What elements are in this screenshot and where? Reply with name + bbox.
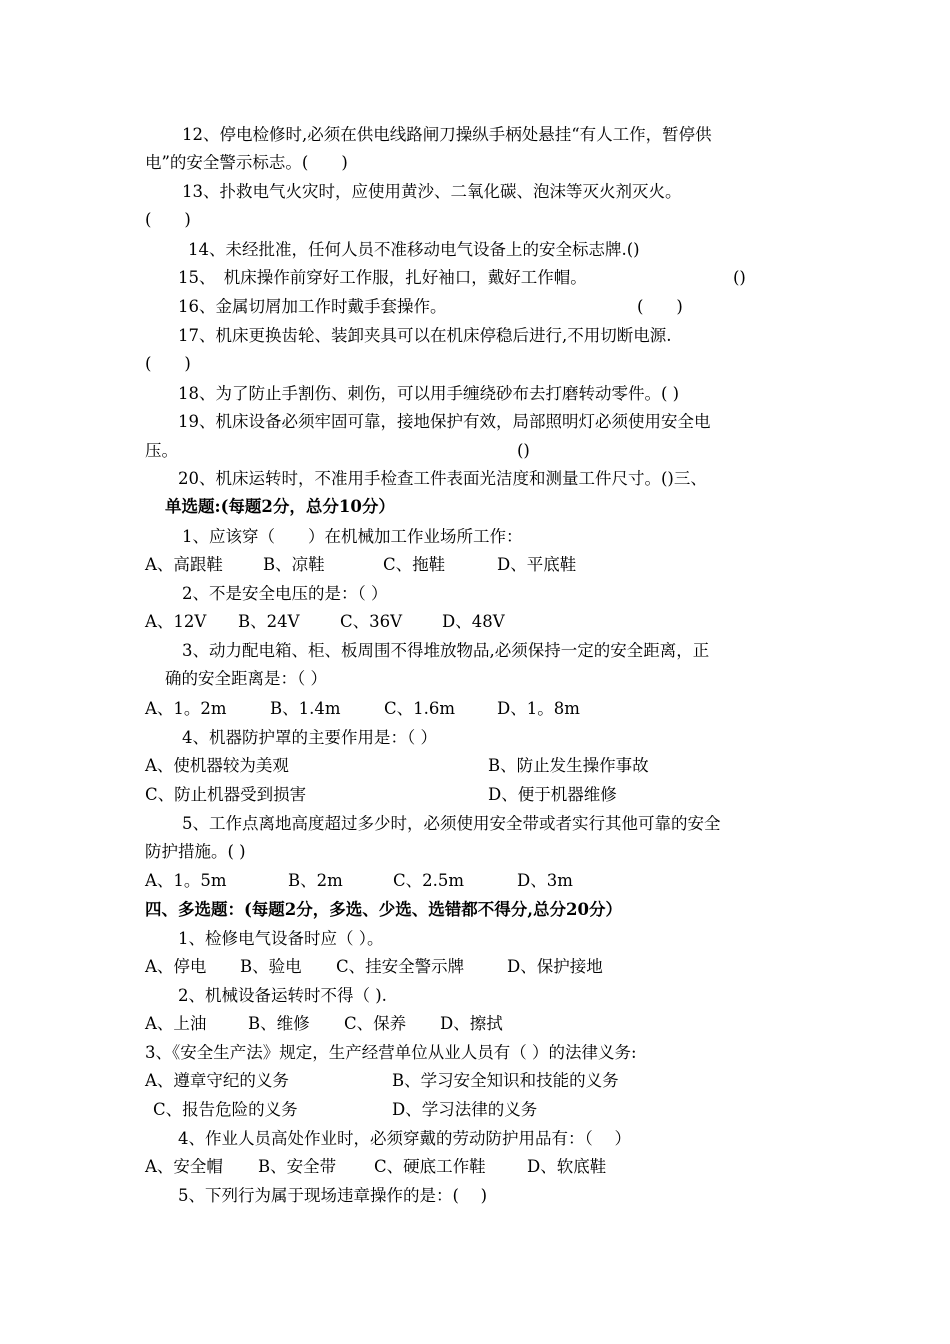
tf-q14: 14、未经批准，任何人员不准移动电气设备上的安全标志牌.() xyxy=(188,240,640,259)
mc-q5: 5、下列行为属于现场违章操作的是：( ) xyxy=(178,1186,488,1205)
mc-q1: 1、检修电气设备时应（ ）。 xyxy=(178,929,384,948)
tf-q15: 15、 机床操作前穿好工作服，扎好袖口，戴好工作帽。 xyxy=(178,268,587,287)
sc-q1-option-d: D、平底鞋 xyxy=(497,555,577,574)
tf-q19-answer: () xyxy=(517,441,530,460)
tf-q16-answer: ( ) xyxy=(637,297,683,316)
section-single-choice-title: 单选题:(每题2分，总分10分） xyxy=(165,497,395,516)
sc-q1: 1、应该穿（ ）在机械加工作业场所工作： xyxy=(182,527,523,546)
mc-q3-option-d: D、学习法律的义务 xyxy=(392,1100,538,1119)
mc-q4-option-d: D、软底鞋 xyxy=(527,1157,607,1176)
sc-q3-option-d: D、1。8m xyxy=(497,699,580,718)
tf-q13-line1: 13、扑救电气火灾时，应使用黄沙、二氧化碳、泡沫等灭火剂灭火。 xyxy=(182,182,682,201)
tf-q17-line2: ( ) xyxy=(145,354,191,373)
sc-q1-option-a: A、高跟鞋 xyxy=(145,555,223,574)
mc-q2-option-a: A、上油 xyxy=(145,1014,207,1033)
mc-q3: 3、《安全生产法》规定，生产经营单位从业人员有（ ）的法律义务: xyxy=(145,1043,637,1062)
sc-q5-option-a: A、1。5m xyxy=(145,871,227,890)
sc-q2-option-c: C、36V xyxy=(340,612,403,631)
sc-q5-option-b: B、2m xyxy=(288,871,343,890)
sc-q3-option-c: C、1.6m xyxy=(384,699,456,718)
tf-q13-line2: ( ) xyxy=(145,210,191,229)
sc-q3-option-b: B、1.4m xyxy=(270,699,341,718)
mc-q3-option-a: A、遵章守纪的义务 xyxy=(145,1071,289,1090)
mc-q1-option-c: C、挂安全警示牌 xyxy=(336,957,465,976)
sc-q4: 4、机器防护罩的主要作用是：（ ） xyxy=(182,728,437,747)
tf-q19-line2: 压。 xyxy=(145,441,178,460)
tf-q20: 20、机床运转时，不准用手检查工件表面光洁度和测量工件尺寸。()三、 xyxy=(178,469,707,488)
sc-q3-option-a: A、1。2m xyxy=(145,699,227,718)
mc-q2-option-d: D、擦拭 xyxy=(440,1014,503,1033)
tf-q17-line1: 17、机床更换齿轮、装卸夹具可以在机床停稳后进行,不用切断电源. xyxy=(178,326,672,345)
sc-q5-line2: 防护措施。( ) xyxy=(145,842,246,861)
mc-q1-option-b: B、验电 xyxy=(240,957,302,976)
mc-q3-option-b: B、学习安全知识和技能的义务 xyxy=(392,1071,619,1090)
tf-q18: 18、为了防止手割伤、刺伤，可以用手缠绕砂布去打磨转动零件。( ) xyxy=(178,384,680,403)
sc-q2-option-b: B、24V xyxy=(238,612,300,631)
sc-q5-option-d: D、3m xyxy=(517,871,573,890)
sc-q2: 2、不是安全电压的是：（ ） xyxy=(182,584,388,603)
mc-q4-option-a: A、安全帽 xyxy=(145,1157,223,1176)
mc-q4-option-b: B、安全带 xyxy=(258,1157,337,1176)
section-multi-choice-title: 四、多选题：(每题2分，多选、少选、选错都不得分,总分20分） xyxy=(145,900,622,919)
tf-q12-line2: 电”的安全警示标志。( ) xyxy=(145,153,348,172)
mc-q2-option-c: C、保养 xyxy=(344,1014,407,1033)
tf-q15-answer: () xyxy=(733,268,746,287)
tf-q19-line1: 19、机床设备必须牢固可靠，接地保护有效，局部照明灯必须使用安全电 xyxy=(178,412,711,431)
mc-q2-option-b: B、维修 xyxy=(248,1014,310,1033)
sc-q5-line1: 5、工作点离地高度超过多少时，必须使用安全带或者实行其他可靠的安全 xyxy=(182,814,721,833)
sc-q4-option-d: D、便于机器维修 xyxy=(488,785,617,804)
sc-q4-option-c: C、防止机器受到损害 xyxy=(145,785,307,804)
sc-q3-line2: 确的安全距离是：（ ） xyxy=(165,669,327,688)
sc-q3-line1: 3、动力配电箱、柜、板周围不得堆放物品,必须保持一定的安全距离，正 xyxy=(182,641,710,660)
sc-q1-option-c: C、拖鞋 xyxy=(383,555,446,574)
mc-q1-option-d: D、保护接地 xyxy=(507,957,603,976)
mc-q2: 2、机械设备运转时不得（ ). xyxy=(178,986,387,1005)
sc-q4-option-b: B、防止发生操作事故 xyxy=(488,756,649,775)
mc-q3-option-c: C、报告危险的义务 xyxy=(153,1100,298,1119)
sc-q2-option-a: A、12V xyxy=(145,612,207,631)
sc-q5-option-c: C、2.5m xyxy=(393,871,465,890)
sc-q4-option-a: A、使机器较为美观 xyxy=(145,756,289,775)
mc-q4: 4、作业人员高处作业时，必须穿戴的劳动防护用品有：（ ） xyxy=(178,1129,631,1148)
sc-q2-option-d: D、48V xyxy=(442,612,505,631)
mc-q1-option-a: A、停电 xyxy=(145,957,207,976)
mc-q4-option-c: C、硬底工作鞋 xyxy=(374,1157,486,1176)
tf-q12-line1: 12、停电检修时,必须在供电线路闸刀操纵手柄处悬挂“有人工作，暂停供 xyxy=(182,125,712,144)
sc-q1-option-b: B、凉鞋 xyxy=(263,555,325,574)
tf-q16: 16、金属切屑加工作时戴手套操作。 xyxy=(178,297,447,316)
